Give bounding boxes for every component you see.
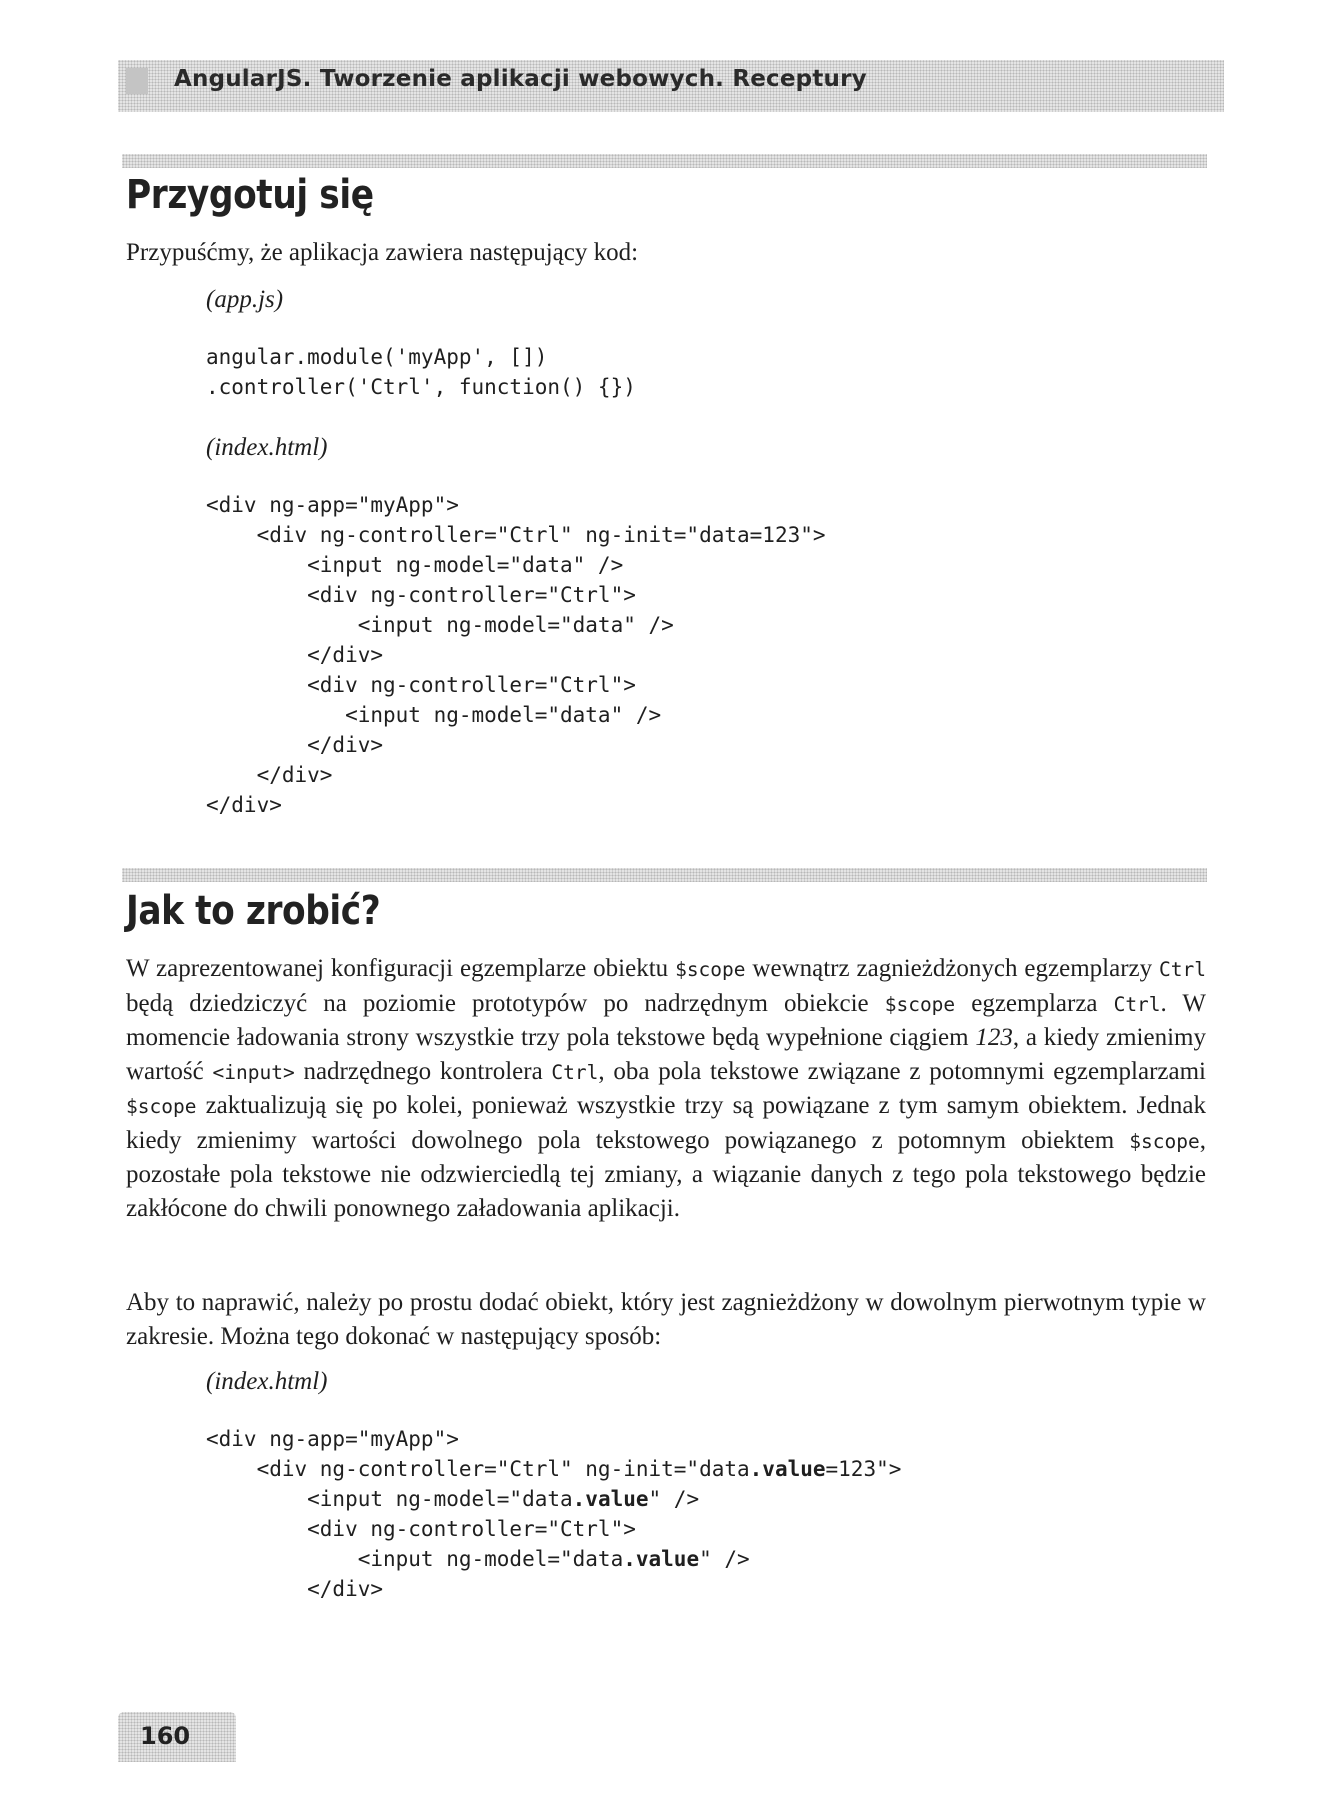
- fix-paragraph: Aby to naprawić, należy po prostu dodać obiekt, który jest zagnieżdżony w dowolnym pierwotnym typie w zakresie. Można tego dokonać w następujący sposób:: [126, 1289, 1206, 1350]
- file-label-index-html: (index.html): [206, 434, 328, 461]
- section-rule: [122, 868, 1207, 882]
- code2-line: <input ng-model="data" />: [206, 613, 674, 637]
- file-label-index-html: (index.html): [206, 1368, 328, 1395]
- page-number: 160: [140, 1722, 191, 1750]
- code1-line: .controller('Ctrl', function() {}): [206, 375, 636, 399]
- intro-paragraph: Przypuśćmy, że aplikacja zawiera następujący kod:: [126, 239, 639, 266]
- code-block-index-html: [206, 490, 826, 820]
- code2-line: <div ng-controller="Ctrl">: [206, 583, 636, 607]
- section-rule: [122, 154, 1207, 168]
- code2-line: </div>: [206, 733, 384, 757]
- explanation-paragraph: W zaprezentowanej konfiguracji egzemplarze obiektu $scope wewnątrz zagnieżdżonych egzemplarzy Ctrl będą dziedziczyć na poziomie prototypów po nadrzędnym obiekcie $scope egzemplarza Ctrl. W momencie ładowania strony wszystkie trzy pola tekstowe będą wypełnione ciągiem 123, a kiedy zmienimy wartość <input> nadrzędnego kontrolera Ctrl, oba pola tekstowe związane z potomnymi egzemplarzami $scope zaktualizują się po kolei, ponieważ wszystkie trzy są powiązane z tym samym obiektem. Jednak kiedy zmienimy wartości dowolnego pola tekstowego powiązanego z potomnym obiektem $scope, pozostałe pola tekstowe nie odzwierciedlą tej zmiany, a wiązanie danych z tego pola tekstowego będzie zakłócone do chwili ponownego załadowania aplikacji.: [126, 955, 1206, 1222]
- code2-line: <input ng-model="data" />: [206, 553, 624, 577]
- code2-line: </div>: [206, 793, 282, 817]
- code2-line: </div>: [206, 763, 333, 787]
- code2-line: <div ng-controller="Ctrl" ng-init="data=123">: [206, 523, 826, 547]
- section-heading-przygotuj: Przygotuj się: [126, 172, 374, 218]
- code-block-appjs: [206, 342, 636, 402]
- code-block-index-html-fixed: <div ng-app="myApp"> <div ng-controller="Ctrl" ng-init="data.value=123"> <input ng-model="data.value" /> <div ng-controller="Ctrl"> <input ng-model="data.value" /> </div>: [206, 1427, 902, 1601]
- code2-line: <div ng-controller="Ctrl">: [206, 673, 636, 697]
- header-marker: [126, 68, 148, 94]
- file-label-appjs: (app.js): [206, 286, 284, 313]
- section-heading-jak-to-zrobic: Jak to zrobić?: [126, 888, 381, 934]
- code2-line: <div ng-app="myApp">: [206, 493, 459, 517]
- code1-line: angular.module('myApp', []): [206, 345, 548, 369]
- running-header-title: AngularJS. Tworzenie aplikacji webowych. Receptury: [174, 66, 867, 92]
- code2-line: <input ng-model="data" />: [206, 703, 662, 727]
- code2-line: </div>: [206, 643, 384, 667]
